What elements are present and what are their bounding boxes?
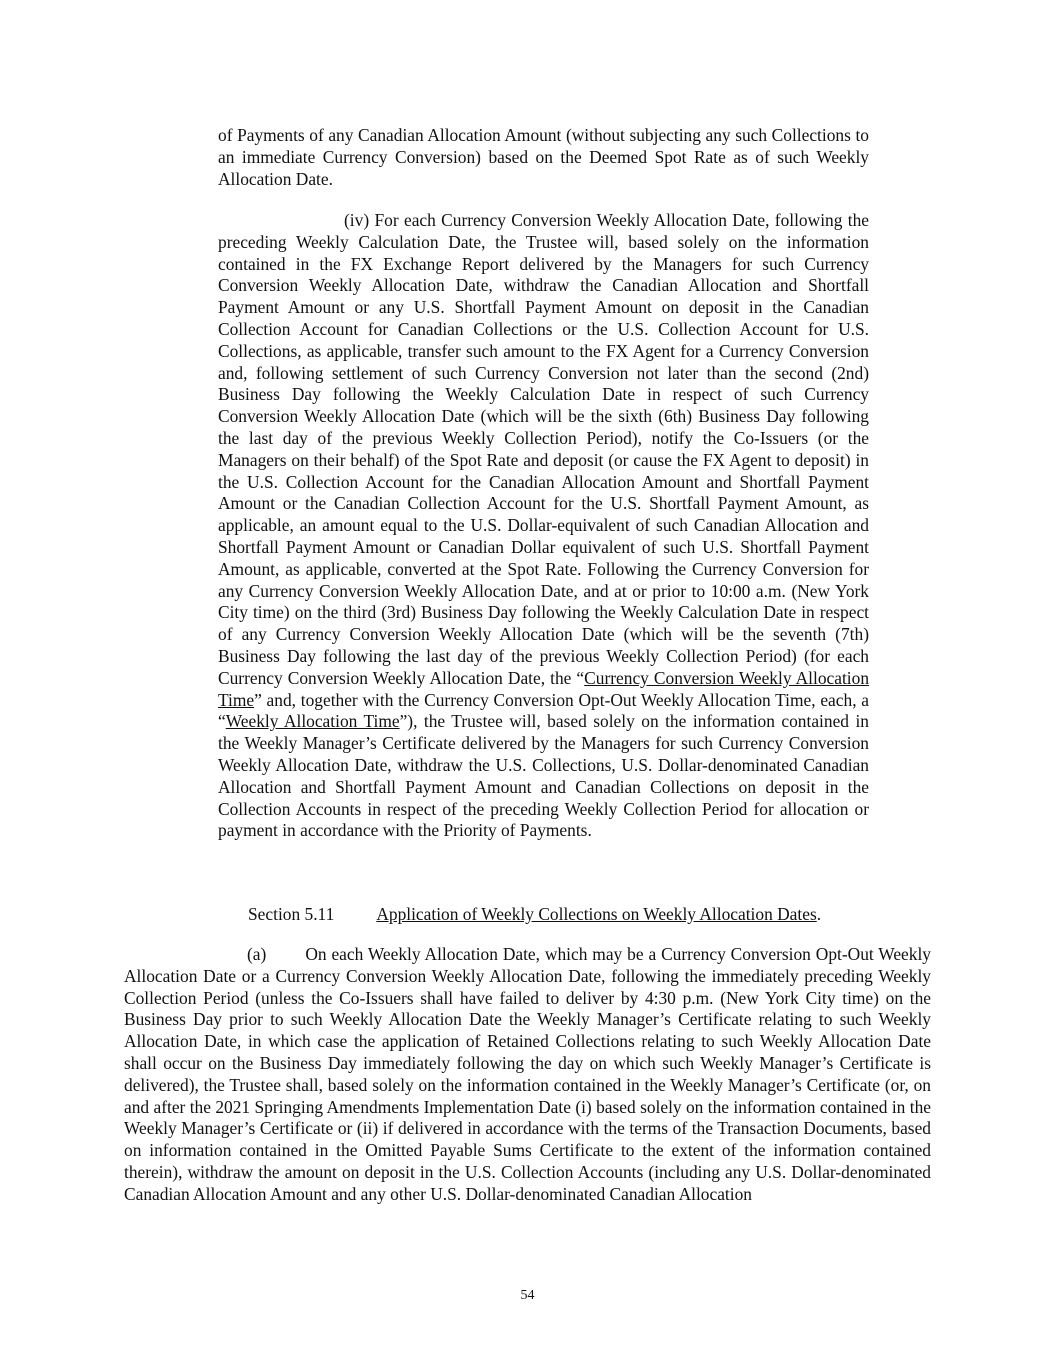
paragraph-iv-text-1: For each Currency Conversion Weekly Allocation Date, following the preceding Weekly Calculation Date, the Trustee will, based solely on the information contained in the FX Exchange Report delivered by the Managers for such Currency Conversion Weekly Allocation Date, withdraw the Canadian Allocation and Shortfall Payment Amount or any U.S. Shortfall Payment Amount on deposit in the Canadian Collection Account for Canadian Collections or the U.S. Collection Account for U.S. Collections, as applicable, transfer such amount to the FX Agent for a Currency Conversion and, following settlement of such Currency Conversion not later than the second (2nd) Business Day following the Weekly Calculation Date in respect of such Currency Conversion Weekly Allocation Date (which will be the sixth (6th) Business Day following the last day of the previous Weekly Collection Period), notify the Co-Issuers (or the Managers on their behalf) of the Spot Rate and deposit (or cause the FX Agent to deposit) in the U.S. Collection Account for the Canadian Allocation Amount and Shortfall Payment Amount or the Canadian Collection Account for the U.S. Shortfall Payment Amount, as applicable, an amount equal to the U.S. Dollar-equivalent of such Canadian Allocation and Shortfall Payment Amount or Canadian Dollar equivalent of such U.S. Shortfall Payment Amount, as applicable, converted at the Spot Rate. Following the Currency Conversion for any Currency Conversion Weekly Allocation Date, and at or prior to 10:00 a.m. (New York City time) on the third (3rd) Business Day following the Weekly Calculation Date in respect of any Currency Conversion Weekly Allocation Date (which will be the seventh (7th) Business Day following the last day of the previous Weekly Collection Period) (for each Currency Conversion Weekly Allocation Date, the “ (218, 210, 870, 688)
paragraph-continuation: of Payments of any Canadian Allocation Amount (without subjecting any such Collections to an immediate Currency Conversion) based on the Deemed Spot Rate as of such Weekly Allocation Date. (218, 125, 869, 189)
section-number: Section 5.11 (248, 904, 335, 924)
defined-term-weekly-allocation-time: Weekly Allocation Time (225, 711, 400, 732)
paragraph-iv-text-3: ”), the Trustee will, based solely on the information contained in the Weekly Manager’s Certificate delivered by the Managers for such Currency Conversion Weekly Allocation Date, withdraw the U.S. Collections, U.S. Dollar-denominated Canadian Allocation and Shortfall Payment Amount and Canadian Collections on deposit in the Collection Accounts in respect of the preceding Weekly Collection Period for allocation or payment in accordance with the Priority of Payments. (218, 711, 869, 841)
page-number: 54 (520, 1288, 535, 1303)
paragraph-iv-marker: (iv) (344, 210, 370, 230)
defined-term-currency-conversion-weekly-allocation-time: Currency Conversion Weekly Allocation Time (218, 667, 870, 710)
paragraph-a-text: On each Weekly Allocation Date, which may be a Currency Conversion Opt-Out Weekly Allocation Date or a Currency Conversion Weekly Allocation Date, following the immediately preceding Weekly Collection Period (unless the Co-Issuers shall have failed to deliver by 4:30 p.m. (New York City time) on the Business Day prior to such Weekly Allocation Date the Weekly Manager’s Certificate relating to such Weekly Allocation Date, in which case the application of Retained Collections relating to such Weekly Allocation Date shall occur on the Business Day immediately following the day on which such Weekly Manager’s Certificate is delivered), the Trustee shall, based solely on the information contained in the Weekly Manager’s Certificate (or, on and after the 2021 Springing Amendments Implementation Date (i) based solely on the information contained in the Weekly Manager’s Certificate or (ii) if delivered in accordance with the terms of the Transaction Documents, based on information contained in the Omitted Payable Sums Certificate to the extent of the information contained therein), withdraw the amount on deposit in the U.S. Collection Accounts (including any U.S. Dollar-denominated Canadian Allocation Amount and any other U.S. Dollar-denominated Canadian Allocation (124, 944, 931, 1204)
paragraph-a (124, 944, 931, 1206)
section-heading (248, 904, 888, 926)
section-title: Application of Weekly Collections on Weekly Allocation Dates (376, 904, 817, 924)
paragraph-iv-text-2: ” and, together with the Currency Conversion Opt-Out Weekly Allocation Time, each, a “ (218, 689, 869, 732)
section-title-period: . (816, 904, 822, 924)
paragraph-iv (218, 210, 869, 842)
paragraph-a-marker: (a) (247, 944, 267, 964)
